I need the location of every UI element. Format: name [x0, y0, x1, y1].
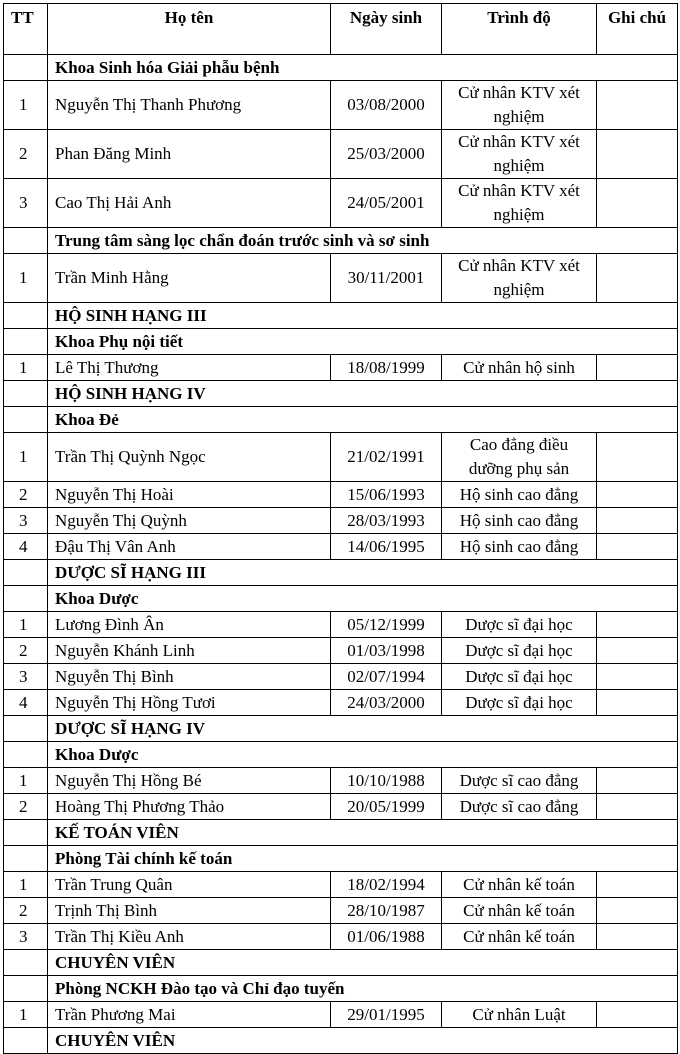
cell-dob: 21/02/1991: [331, 433, 442, 482]
cell-name: Nguyễn Khánh Linh: [48, 638, 331, 664]
section-tt-cell: [4, 55, 48, 81]
section-title: DƯỢC SĨ HẠNG IV: [48, 716, 678, 742]
table-row: [4, 898, 678, 924]
section-row: [4, 329, 678, 355]
cell-tt: 4: [4, 690, 48, 716]
section-row: [4, 560, 678, 586]
table-row: [4, 534, 678, 560]
cell-note: [597, 534, 678, 560]
cell-level: Cử nhân KTV xét nghiệm: [442, 130, 597, 179]
section-tt-cell: [4, 329, 48, 355]
cell-note: [597, 508, 678, 534]
cell-name: Trần Thị Kiều Anh: [48, 924, 331, 950]
cell-dob: 05/12/1999: [331, 612, 442, 638]
section-row: [4, 950, 678, 976]
table-header: [4, 4, 678, 55]
cell-note: [597, 898, 678, 924]
cell-dob: 15/06/1993: [331, 482, 442, 508]
cell-dob: 28/03/1993: [331, 508, 442, 534]
cell-tt: 3: [4, 508, 48, 534]
cell-tt: 1: [4, 81, 48, 130]
cell-level: Cử nhân KTV xét nghiệm: [442, 81, 597, 130]
cell-level: Dược sĩ đại học: [442, 664, 597, 690]
table-row: [4, 872, 678, 898]
cell-name: Nguyễn Thị Hoài: [48, 482, 331, 508]
cell-level: Dược sĩ đại học: [442, 690, 597, 716]
section-title: Phòng NCKH Đào tạo và Chỉ đạo tuyến: [48, 976, 678, 1002]
cell-tt: 1: [4, 612, 48, 638]
section-title: Khoa Đẻ: [48, 407, 678, 433]
cell-name: Nguyễn Thị Hồng Bé: [48, 768, 331, 794]
table-row: [4, 924, 678, 950]
section-tt-cell: [4, 560, 48, 586]
cell-tt: 2: [4, 794, 48, 820]
cell-level: Cử nhân kế toán: [442, 872, 597, 898]
table-row: [4, 768, 678, 794]
section-tt-cell: [4, 381, 48, 407]
header-tt: TT: [4, 4, 48, 55]
cell-name: Nguyễn Thị Thanh Phương: [48, 81, 331, 130]
table-row: [4, 355, 678, 381]
cell-note: [597, 482, 678, 508]
section-row: [4, 846, 678, 872]
cell-tt: 3: [4, 664, 48, 690]
cell-level: Dược sĩ cao đẳng: [442, 794, 597, 820]
cell-level: Cử nhân KTV xét nghiệm: [442, 254, 597, 303]
cell-name: Phan Đăng Minh: [48, 130, 331, 179]
cell-level: Cử nhân Luật: [442, 1002, 597, 1028]
section-tt-cell: [4, 950, 48, 976]
cell-dob: 30/11/2001: [331, 254, 442, 303]
cell-dob: 01/06/1988: [331, 924, 442, 950]
cell-name: Hoàng Thị Phương Thảo: [48, 794, 331, 820]
section-tt-cell: [4, 407, 48, 433]
cell-name: Trần Minh Hằng: [48, 254, 331, 303]
cell-tt: 1: [4, 355, 48, 381]
header-level: Trình độ: [442, 4, 597, 55]
section-row: [4, 1028, 678, 1054]
section-tt-cell: [4, 303, 48, 329]
table-row: [4, 81, 678, 130]
cell-tt: 1: [4, 254, 48, 303]
cell-dob: 28/10/1987: [331, 898, 442, 924]
table-row: [4, 638, 678, 664]
cell-note: [597, 612, 678, 638]
section-title: Khoa Dược: [48, 742, 678, 768]
cell-name: Đậu Thị Vân Anh: [48, 534, 331, 560]
cell-note: [597, 254, 678, 303]
section-row: [4, 407, 678, 433]
cell-note: [597, 433, 678, 482]
header-name: Họ tên: [48, 4, 331, 55]
table-row: [4, 664, 678, 690]
section-title: Khoa Dược: [48, 586, 678, 612]
cell-tt: 3: [4, 179, 48, 228]
cell-name: Cao Thị Hải Anh: [48, 179, 331, 228]
cell-tt: 1: [4, 433, 48, 482]
cell-tt: 1: [4, 1002, 48, 1028]
section-title: HỘ SINH HẠNG IV: [48, 381, 678, 407]
section-row: [4, 381, 678, 407]
cell-level: Cử nhân kế toán: [442, 898, 597, 924]
section-tt-cell: [4, 846, 48, 872]
cell-level: Hộ sinh cao đẳng: [442, 482, 597, 508]
section-title: CHUYÊN VIÊN: [48, 950, 678, 976]
table-row: [4, 508, 678, 534]
cell-note: [597, 924, 678, 950]
cell-level: Hộ sinh cao đẳng: [442, 534, 597, 560]
cell-dob: 01/03/1998: [331, 638, 442, 664]
cell-tt: 1: [4, 872, 48, 898]
section-row: [4, 716, 678, 742]
table-row: [4, 690, 678, 716]
cell-note: [597, 81, 678, 130]
cell-level: Cử nhân KTV xét nghiệm: [442, 179, 597, 228]
section-title: Phòng Tài chính kế toán: [48, 846, 678, 872]
table-row: [4, 433, 678, 482]
staff-table: [3, 3, 678, 1054]
cell-level: Cử nhân kế toán: [442, 924, 597, 950]
table-row: [4, 794, 678, 820]
cell-level: Cao đẳng điều dưỡng phụ sản: [442, 433, 597, 482]
cell-dob: 10/10/1988: [331, 768, 442, 794]
cell-note: [597, 664, 678, 690]
cell-note: [597, 690, 678, 716]
header-dob: Ngày sinh: [331, 4, 442, 55]
section-tt-cell: [4, 742, 48, 768]
cell-name: Nguyễn Thị Hồng Tươi: [48, 690, 331, 716]
section-tt-cell: [4, 820, 48, 846]
section-tt-cell: [4, 228, 48, 254]
cell-name: Trần Trung Quân: [48, 872, 331, 898]
header-row: [4, 4, 678, 55]
cell-note: [597, 638, 678, 664]
cell-tt: 2: [4, 482, 48, 508]
cell-name: Lương Đình Ân: [48, 612, 331, 638]
cell-name: Nguyễn Thị Bình: [48, 664, 331, 690]
section-tt-cell: [4, 1028, 48, 1054]
section-row: [4, 228, 678, 254]
cell-dob: 18/02/1994: [331, 872, 442, 898]
table-row: [4, 1002, 678, 1028]
cell-name: Lê Thị Thương: [48, 355, 331, 381]
section-title: Trung tâm sàng lọc chẩn đoán trước sinh và sơ sinh: [48, 228, 678, 254]
section-tt-cell: [4, 716, 48, 742]
cell-level: Cử nhân hộ sinh: [442, 355, 597, 381]
table-row: [4, 179, 678, 228]
cell-name: Trần Thị Quỳnh Ngọc: [48, 433, 331, 482]
table-body: [4, 55, 678, 1054]
cell-note: [597, 179, 678, 228]
section-title: CHUYÊN VIÊN: [48, 1028, 678, 1054]
cell-dob: 25/03/2000: [331, 130, 442, 179]
cell-level: Dược sĩ đại học: [442, 612, 597, 638]
section-row: [4, 303, 678, 329]
cell-tt: 1: [4, 768, 48, 794]
cell-tt: 4: [4, 534, 48, 560]
cell-name: Nguyễn Thị Quỳnh: [48, 508, 331, 534]
cell-dob: 03/08/2000: [331, 81, 442, 130]
table-row: [4, 612, 678, 638]
cell-name: Trần Phương Mai: [48, 1002, 331, 1028]
table-row: [4, 130, 678, 179]
cell-dob: 02/07/1994: [331, 664, 442, 690]
cell-tt: 2: [4, 638, 48, 664]
cell-dob: 29/01/1995: [331, 1002, 442, 1028]
section-row: [4, 55, 678, 81]
table-row: [4, 482, 678, 508]
cell-note: [597, 872, 678, 898]
cell-dob: 20/05/1999: [331, 794, 442, 820]
section-title: DƯỢC SĨ HẠNG III: [48, 560, 678, 586]
section-row: [4, 742, 678, 768]
cell-dob: 24/03/2000: [331, 690, 442, 716]
cell-name: Trịnh Thị Bình: [48, 898, 331, 924]
cell-note: [597, 794, 678, 820]
cell-dob: 24/05/2001: [331, 179, 442, 228]
cell-level: Dược sĩ đại học: [442, 638, 597, 664]
cell-note: [597, 355, 678, 381]
section-title: KẾ TOÁN VIÊN: [48, 820, 678, 846]
section-row: [4, 586, 678, 612]
cell-note: [597, 130, 678, 179]
section-row: [4, 976, 678, 1002]
cell-level: Hộ sinh cao đẳng: [442, 508, 597, 534]
section-title: Khoa Phụ nội tiết: [48, 329, 678, 355]
section-tt-cell: [4, 586, 48, 612]
header-note: Ghi chú: [597, 4, 678, 55]
cell-tt: 2: [4, 898, 48, 924]
cell-tt: 3: [4, 924, 48, 950]
section-row: [4, 820, 678, 846]
cell-level: Dược sĩ cao đẳng: [442, 768, 597, 794]
cell-note: [597, 1002, 678, 1028]
table-row: [4, 254, 678, 303]
cell-dob: 18/08/1999: [331, 355, 442, 381]
cell-dob: 14/06/1995: [331, 534, 442, 560]
section-tt-cell: [4, 976, 48, 1002]
cell-tt: 2: [4, 130, 48, 179]
section-title: Khoa Sinh hóa Giải phẫu bệnh: [48, 55, 678, 81]
section-title: HỘ SINH HẠNG III: [48, 303, 678, 329]
cell-note: [597, 768, 678, 794]
